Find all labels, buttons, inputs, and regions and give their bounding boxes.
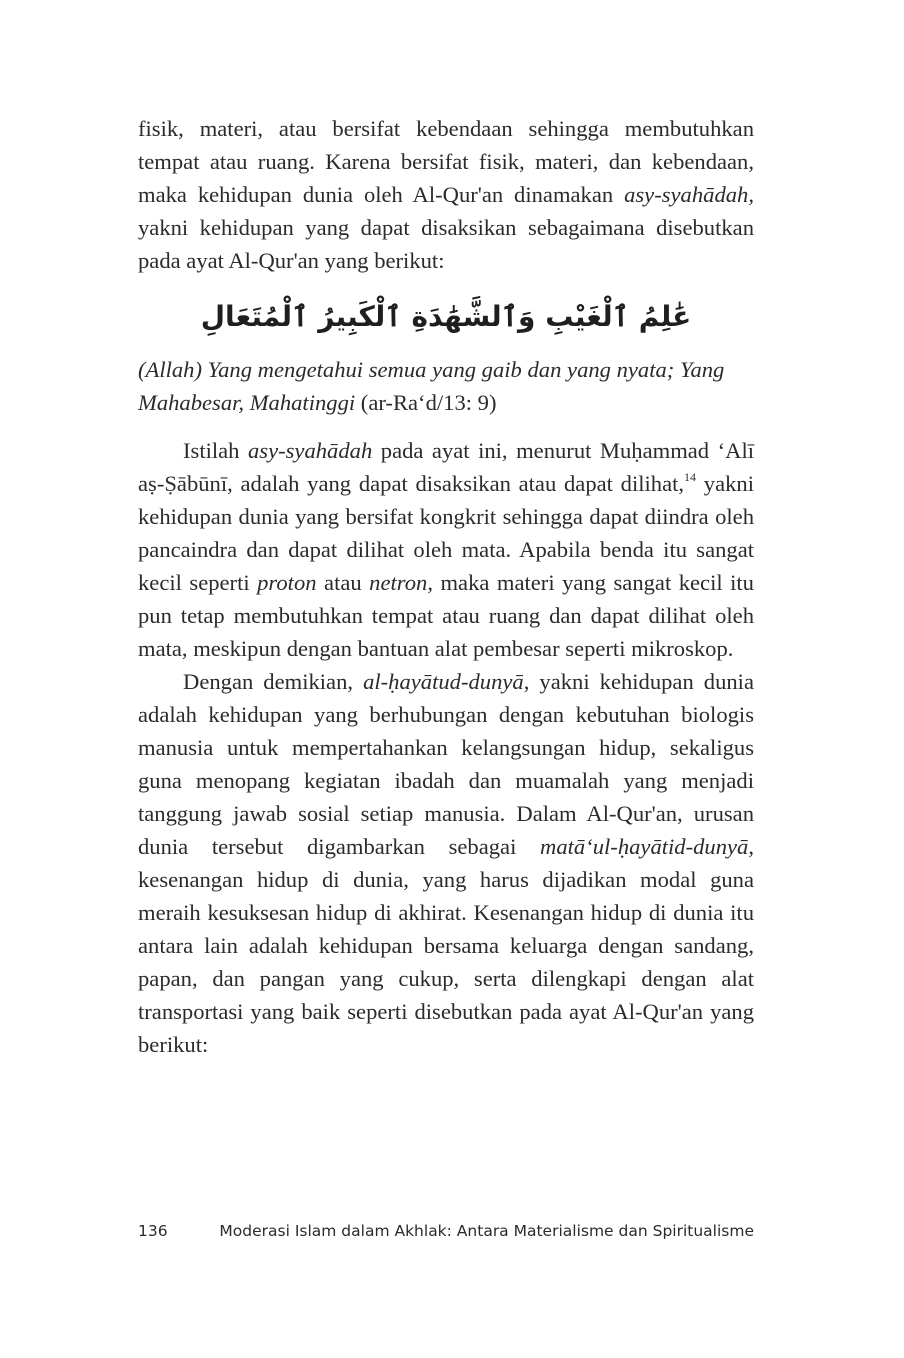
- verse-translation: [138, 353, 754, 419]
- italic-term: matā‘ul-ḥayātid-dunyā: [540, 834, 749, 859]
- italic-term: asy-syahādah: [248, 438, 373, 463]
- paragraph-3: Dengan demikian, al-ḥayātud-dunyā, yakni kehidupan dunia adalah kehidupan yang berhubungan dengan kebutuhan biologis manusia untuk mempertahankan kelangsungan hidup, sekaligus guna menopang kegiatan ibadah dan muamalah yang menjadi tanggung jawab sosial setiap manusia. Dalam Al-Qur'an, urusan dunia tersebut digambarkan sebagai matā‘ul-ḥayātid-dunyā, kesenangan hidup di dunia, yang harus dijadikan modal guna meraih kesuksesan hidup di akhirat. Kesenangan hidup di dunia itu antara lain adalah kehidupan bersama keluarga dengan sandang, papan, dan pangan yang cukup, serta dilengkapi dengan alat transportasi yang baik seperti disebutkan pada ayat Al-Qur'an yang berikut:: [138, 669, 754, 1057]
- translation-text: (Allah) Yang mengetahui semua yang gaib dan yang nyata; Yang Mahabesar, Mahatinggi: [138, 357, 725, 415]
- italic-term: asy-syahādah,: [624, 182, 754, 207]
- running-title: Moderasi Islam dalam Akhlak: Antara Materialisme dan Spiritualisme: [219, 1222, 754, 1240]
- paragraph-2: Istilah asy-syahādah pada ayat ini, menurut Muḥammad ‘Alī aṣ-Ṣābūnī, adalah yang dapat disaksikan atau dapat dilihat,$^{14}$ yakni kehidupan dunia yang bersifat kongkrit sehingga dapat diindra oleh pancaindra dan dapat dilihat oleh mata. Apabila benda itu sangat kecil seperti proton atau netron, maka materi yang sangat kecil itu pun tetap membutuhkan tempat atau ruang dan dapat dilihat oleh mata, meskipun dengan bantuan alat pembesar seperti mikroskop.: [138, 438, 755, 661]
- arabic-verse: عَٰلِمُ ٱلْغَيْبِ وَٱلشَّهَٰدَةِ ٱلْكَبِيرُ ٱلْمُتَعَالِ: [200, 300, 692, 333]
- page-body: [138, 112, 754, 1061]
- paragraph-1: fisik, materi, atau bersifat kebendaan sehingga membutuhkan tempat atau ruang. Karena bersifat fisik, materi, dan kebendaan, maka kehidupan dunia oleh Al-Qur'an dinamakan asy-syahādah, yakni kehidupan yang dapat disaksikan sebagaimana disebutkan pada ayat Al-Qur'an yang berikut:: [138, 116, 754, 273]
- italic-term: proton: [257, 570, 317, 595]
- verse-reference: (ar-Ra‘d/13: 9): [355, 390, 497, 415]
- footnote-marker: 14: [684, 470, 697, 484]
- italic-term: al-ḥayātud-dunyā: [363, 669, 524, 694]
- page-number: 136: [138, 1222, 168, 1240]
- italic-term: netron: [369, 570, 428, 595]
